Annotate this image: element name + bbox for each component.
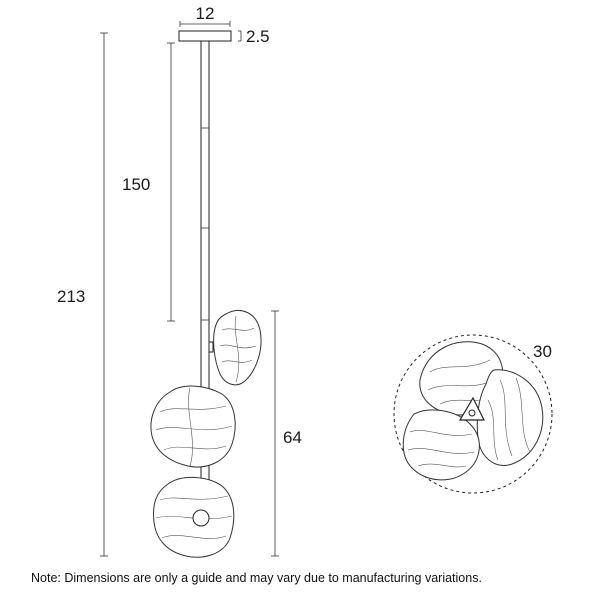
overall-height-dimension	[57, 33, 108, 556]
fixture-height-label: 64	[283, 428, 302, 447]
overall-height-label: 213	[57, 287, 86, 306]
canopy-height-label: 2.5	[246, 27, 270, 46]
drop-length-dimension	[122, 43, 175, 321]
plan-view	[394, 335, 552, 493]
drop-length-label: 150	[122, 175, 151, 194]
lamp-socket	[193, 510, 209, 526]
disclaimer-note: Note: Dimensions are only a guide and may vary due to manufacturing variations.	[31, 571, 482, 585]
suspension-rod	[201, 41, 209, 548]
glass-shade-middle	[151, 386, 235, 467]
fixture-height-dimension	[271, 311, 302, 556]
ceiling-canopy	[179, 31, 231, 41]
canopy-height-dimension	[238, 27, 270, 46]
canopy-width-dimension	[180, 4, 230, 27]
canopy-width-label: 12	[195, 4, 215, 23]
glass-shade-top	[209, 311, 261, 385]
glass-shade-bottom	[154, 477, 234, 557]
diameter-label: 30	[533, 342, 552, 361]
